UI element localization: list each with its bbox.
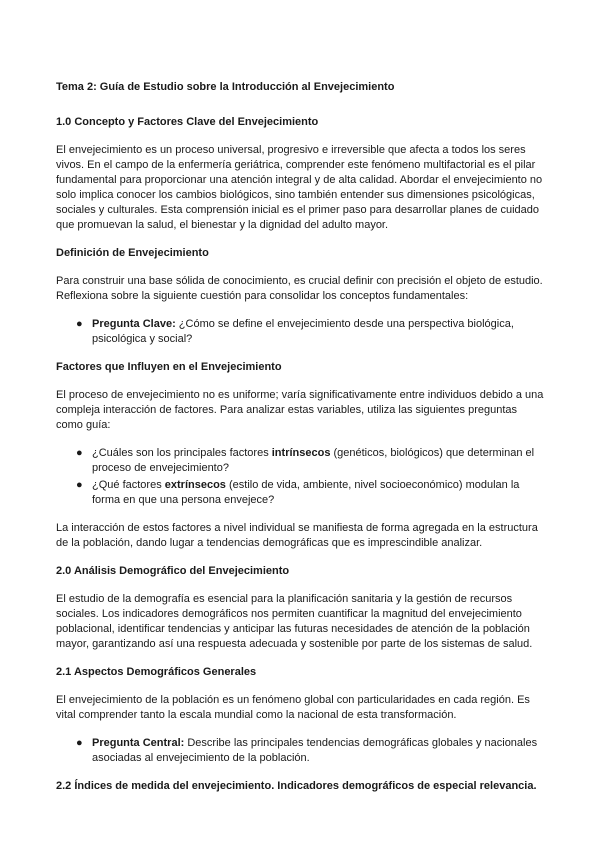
document-title: Tema 2: Guía de Estudio sobre la Introducción al Envejecimiento [56,81,395,93]
section-2-heading: 2.0 Análisis Demográfico del Envejecimiento [56,565,290,577]
bullet-text: (genéticos, biológicos) que determinan el proceso de envejecimiento? [92,447,535,474]
bullet-text: (estilo de vida, ambiente, nivel socioeconómico) modulan la forma en que una persona envejece? [92,479,520,506]
bullet-text: ¿Qué factores [92,479,165,491]
section-2-1-heading: 2.1 Aspectos Demográficos Generales [56,666,257,678]
bullet-text: ¿Cuáles son los principales factores [92,447,272,459]
bullet-icon: ● [76,479,83,491]
factors-closing: La interacción de estos factores a nivel individual se manifiesta de forma agregada en la estructura de la población, dando lugar a tendencias demográficas que es imprescindible analizar. [56,522,538,549]
section-1-intro: El envejecimiento es un proceso universal, progresivo e irreversible que afecta a todos los seres vivos. En el campo de la enfermería geriátrica, comprender este fenómeno multifactorial es el pilar fundamental para proporcionar una atención integral y de alta calidad. Abordar el envejecimiento no solo implica conocer los cambios biológicos, sino también entender sus dimensiones psicológicas, sociales y culturales. Esta comprensión inicial es el primer paso para desarrollar planes de cuidado que promuevan la salud, el bienestar y la dignidad del adulto mayor. [56,144,543,231]
bullet-emphasis: intrínsecos [271,447,331,459]
definition-heading: Definición de Envejecimiento [56,247,209,259]
section-2-1-list [56,736,544,766]
list-item [56,478,544,508]
bullet-emphasis: extrínsecos [164,479,226,491]
factors-list [56,446,544,508]
section-2-text: El estudio de la demografía es esencial para la planificación sanitaria y la gestión de recursos sociales. Los indicadores demográficos nos permiten cuantificar la magnitud del envejecimiento poblacional, identificar tendencias y anticipar las futuras necesidades de atención de la población mayor, garantizando así una respuesta adecuada y sostenible por parte de los sistemas de salud. [56,593,533,650]
list-item [56,446,544,476]
bullet-label: Pregunta Clave: [92,318,176,330]
section-1-heading: 1.0 Concepto y Factores Clave del Envejecimiento [56,116,319,128]
definition-list [56,317,544,347]
bullet-icon: ● [76,318,83,330]
definition-text: Para construir una base sólida de conocimiento, es crucial definir con precisión el objeto de estudio. Reflexiona sobre la siguiente cuestión para consolidar los conceptos fundamentales: [56,275,543,302]
factors-text: El proceso de envejecimiento no es uniforme; varía significativamente entre individuos debido a una compleja interacción de factores. Para analizar estas variables, utiliza las siguientes preguntas como guía: [56,389,544,431]
section-2-1-text: El envejecimiento de la población es un fenómeno global con particularidades en cada región. Es vital comprender tanto la escala mundial como la nacional de esta transformación. [56,694,530,721]
list-item [56,317,544,347]
section-2-2-heading: 2.2 Índices de medida del envejecimiento. Indicadores demográficos de especial relevancia. [56,780,537,792]
bullet-icon: ● [76,737,83,749]
bullet-text: Describe las principales tendencias demográficas globales y nacionales asociadas al envejecimiento de la población. [92,737,538,764]
bullet-label: Pregunta Central: [92,737,185,749]
bullet-text: ¿Cómo se define el envejecimiento desde una perspectiva biológica, psicológica y social? [92,318,514,345]
list-item [56,736,544,766]
bullet-icon: ● [76,447,83,459]
factors-heading: Factores que Influyen en el Envejecimiento [56,361,282,373]
